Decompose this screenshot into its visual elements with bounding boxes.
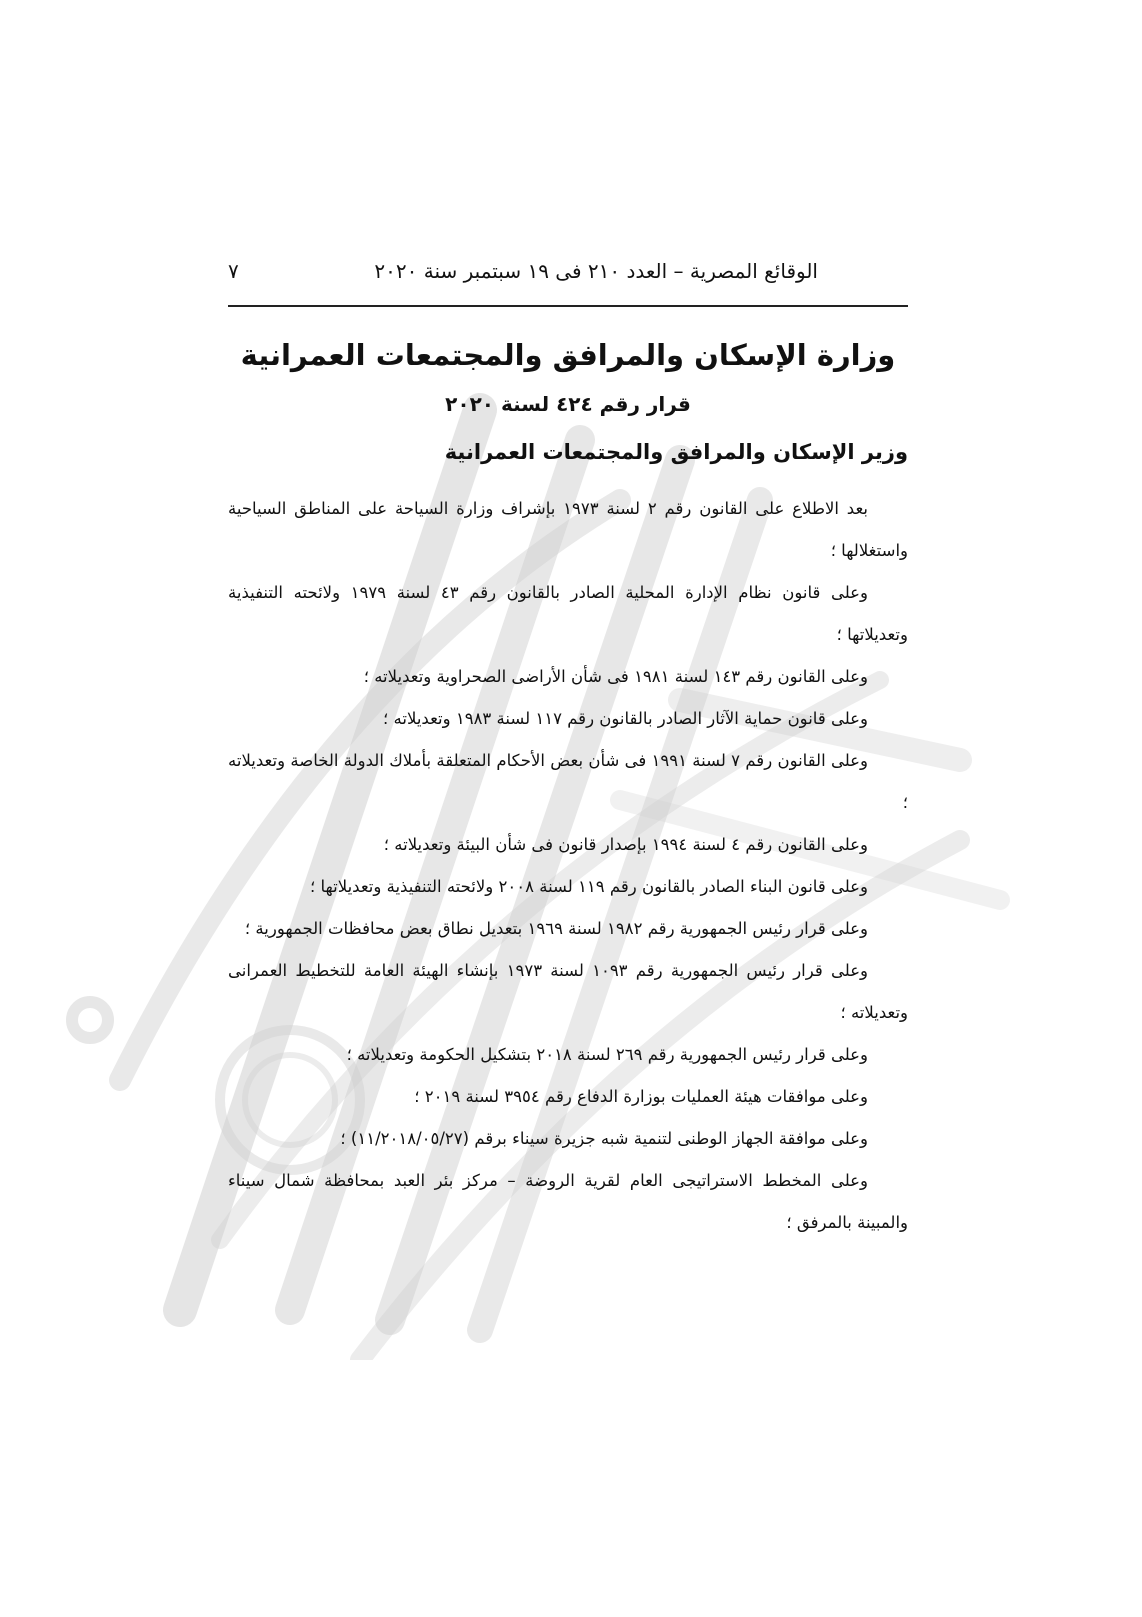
page-number: ٧: [228, 259, 239, 283]
preamble-paragraph: وعلى قانون نظام الإدارة المحلية الصادر بالقانون رقم ٤٣ لسنة ١٩٧٩ ولائحته التنفيذية وتعديلاتها ؛: [228, 583, 908, 644]
decree-number: قرار رقم ٤٢٤ لسنة ٢٠٢٠: [445, 392, 691, 416]
preamble-paragraph: وعلى قرار رئيس الجمهورية رقم ١٠٩٣ لسنة ١٩٧٣ بإنشاء الهيئة العامة للتخطيط العمرانى وتعديلاته ؛: [228, 961, 908, 1022]
preamble-paragraph: وعلى القانون رقم ٧ لسنة ١٩٩١ فى شأن بعض الأحكام المتعلقة بأملاك الدولة الخاصة وتعديلاته ؛: [228, 751, 908, 812]
preamble-paragraph: وعلى قانون حماية الآثار الصادر بالقانون رقم ١١٧ لسنة ١٩٨٣ وتعديلاته ؛: [383, 709, 868, 728]
gazette-issue-title: الوقائع المصرية – العدد ٢١٠ فى ١٩ سبتمبر سنة ٢٠٢٠: [374, 259, 818, 283]
preamble-paragraph: وعلى موافقات هيئة العمليات بوزارة الدفاع رقم ٣٩٥٤ لسنة ٢٠١٩ ؛: [414, 1087, 868, 1106]
preamble-paragraph: وعلى قرار رئيس الجمهورية رقم ٢٦٩ لسنة ٢٠١٨ بتشكيل الحكومة وتعديلاته ؛: [346, 1045, 868, 1064]
header-divider: [228, 305, 908, 307]
preamble-paragraph: وعلى القانون رقم ٤ لسنة ١٩٩٤ بإصدار قانون فى شأن البيئة وتعديلاته ؛: [383, 835, 868, 854]
preamble-paragraph: وعلى قرار رئيس الجمهورية رقم ١٩٨٢ لسنة ١٩٦٩ بتعديل نطاق بعض محافظات الجمهورية ؛: [244, 919, 868, 938]
preamble-paragraph: وعلى القانون رقم ١٤٣ لسنة ١٩٨١ فى شأن الأراضى الصحراوية وتعديلاته ؛: [363, 667, 868, 686]
page-header: [228, 253, 908, 295]
ministry-title: وزارة الإسكان والمرافق والمجتمعات العمرانية: [240, 338, 896, 372]
preamble-paragraph: وعلى المخطط الاستراتيجى العام لقرية الروضة – مركز بئر العبد بمحافظة شمال سيناء والمبينة بالمرفق ؛: [228, 1171, 908, 1232]
preamble-paragraph: وعلى قانون البناء الصادر بالقانون رقم ١١٩ لسنة ٢٠٠٨ ولائحته التنفيذية وتعديلاتها ؛: [310, 877, 868, 896]
minister-heading: وزير الإسكان والمرافق والمجتمعات العمرانية: [444, 440, 908, 464]
decree-preamble: [228, 488, 908, 1244]
preamble-paragraph: وعلى موافقة الجهاز الوطنى لتنمية شبه جزيرة سيناء برقم (١١/٢٠١٨/٠٥/٢٧) ؛: [340, 1129, 868, 1148]
preamble-paragraph: بعد الاطلاع على القانون رقم ٢ لسنة ١٩٧٣ بإشراف وزارة السياحة على المناطق السياحية واستغلالها ؛: [228, 499, 908, 560]
